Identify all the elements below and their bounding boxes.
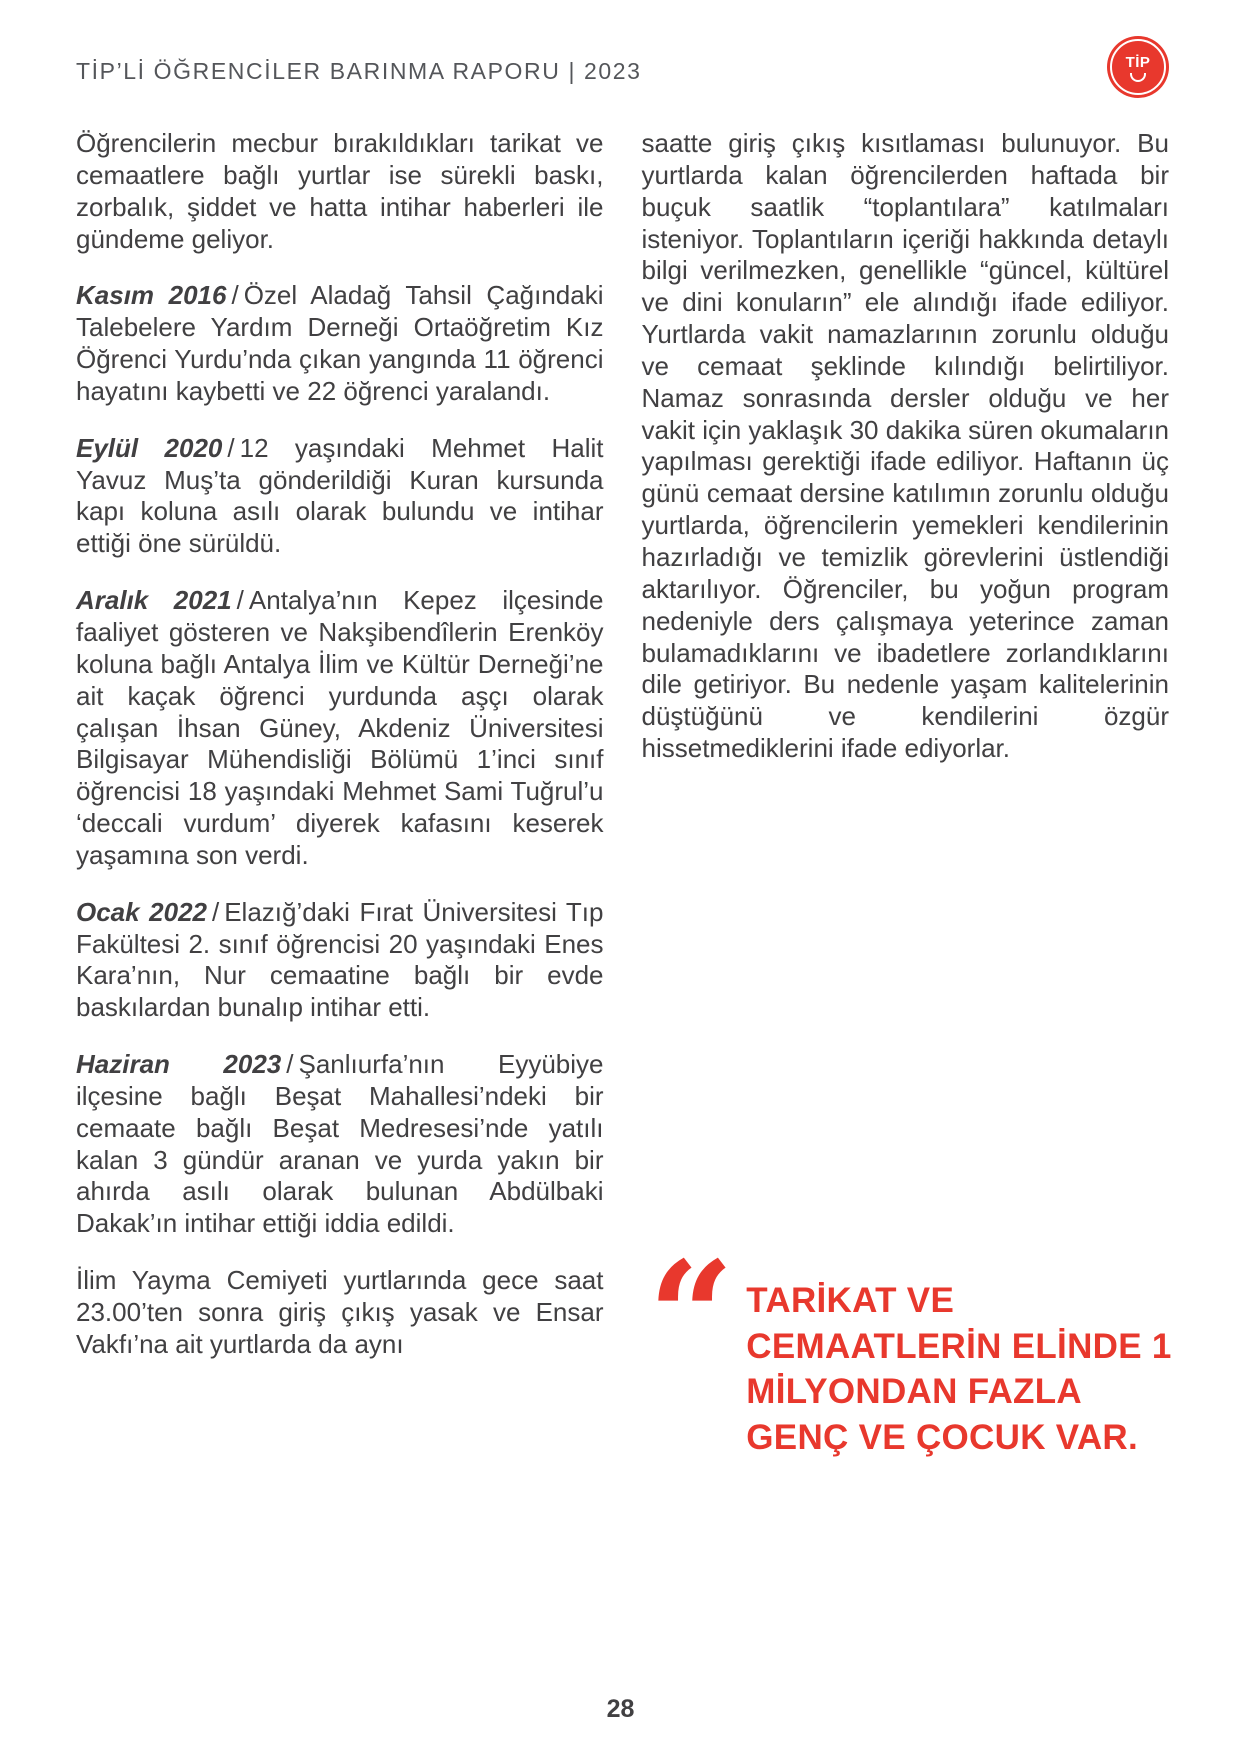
- entry-date: Haziran 2023: [76, 1049, 282, 1080]
- body-columns: [76, 128, 1169, 1405]
- entry-text: Şanlıurfa’nın Eyyübiye ilçesine bağlı Beşat Mahallesi’ndeki bir cemaate bağlı Beşat Medresesi’nde yatılı kalan 3 gündür aranan ve yurda yakın bir ahırda asılı olarak bulunan Abdülbaki Dakak’ın intihar ettiği iddia edildi.: [76, 1049, 604, 1239]
- timeline-entry-kasim-2016: [76, 280, 604, 407]
- intro-paragraph: Öğrencilerin mecbur bırakıldıkları tarikat ve cemaatlere bağlı yurtlar ise sürekli baskı, zorbalık, şiddet ve hatta intihar haberleri ile gündeme geliyor.: [76, 128, 604, 254]
- tip-logo-text: TİP: [1125, 53, 1151, 71]
- left-column: [76, 128, 604, 1386]
- timeline-entry-eylul-2020: [76, 433, 604, 560]
- pull-quote: [648, 1229, 1183, 1460]
- right-column-paragraph: saatte giriş çıkış kısıtlaması bulunuyor. Bu yurtlarda kalan öğrencilerden haftada bir buçuk saatlik “toplantılara” katılmaları isteniyor. Toplantıların içeriği hakkında detaylı bilgi verilmezken, genellikle “güncel, kültürel ve dini konuların” ele alındığı ifade ediliyor. Yurtlarda vakit namazlarının zorunlu olduğu ve cemaat şeklinde kılındığı belirtiliyor. Namaz sonrasında dersler olduğu ve her vakit için yaklaşık 30 dakika süren okumaların yapılması gerektiği ifade ediliyor. Haftanın üç günü cemaat dersine katılımın zorunlu olduğu yurtlarda, öğrencilerin yemekleri kendilerinin hazırladığı ve temizlik görevlerini üstlendiği aktarılıyor. Öğrenciler, bu yoğun program nedeniyle ders çalışmaya yeterince zaman bulamadıklarını ve ibadetlere zorlandıklarını dile getiriyor. Bu nedenle yaşam kalitelerinin düştüğünü ve kendilerini özgür hissetmediklerini ifade ediyorlar.: [641, 128, 1169, 764]
- page-header: [76, 36, 1169, 114]
- entry-text: 12 yaşındaki Mehmet Halit Yavuz Muş’ta gönderildiği Kuran kursunda kapı koluna asılı olarak bulundu ve intihar ettiği öne sürüldü.: [76, 432, 604, 559]
- entry-separator: /: [236, 585, 244, 616]
- entry-separator: /: [227, 432, 235, 463]
- entry-date: Aralık 2021: [76, 585, 232, 616]
- page-number: 28: [606, 1695, 635, 1723]
- entry-date: Kasım 2016: [76, 280, 227, 311]
- quote-mark-icon: “: [648, 1229, 735, 1405]
- entry-separator: /: [286, 1049, 294, 1080]
- closing-paragraph: İlim Yayma Cemiyeti yurtlarında gece saat 23.00’ten sonra giriş çıkış yasak ve Ensar Vakfı’na ait yurtlarda da aynı: [76, 1265, 604, 1359]
- entry-text: Özel Aladağ Tahsil Çağındaki Talebelere Yardım Derneği Ortaöğretim Kız Öğrenci Yurdu’nda çıkan yangında 11 öğrenci hayatını kaybetti ve 22 öğrenci yaralandı.: [76, 280, 604, 406]
- timeline-entry-ocak-2022: [76, 897, 604, 1024]
- entry-text: Antalya’nın Kepez ilçesinde faaliyet gösteren ve Nakşibendîlerin Erenköy koluna bağlı Antalya İlim ve Kültür Derneği’ne ait kaçak öğrenci yurdunda aşçı olarak çalışan İhsan Güney, Akdeniz Üniversitesi Bilgisayar Mühendisliği Bölümü 1’inci sınıf öğrencisi 18 yaşındaki Mehmet Sami Tuğrul’u ‘deccali vurdum’ diyerek kafasını keserek yaşamına son verdi.: [76, 585, 604, 870]
- pull-quote-text: TARİKAT VE CEMAATLERİN ELİNDE 1 MİLYONDAN FAZLA GENÇ VE ÇOCUK VAR.: [746, 1281, 1172, 1457]
- tip-logo-ring: [1110, 39, 1166, 95]
- entry-date: Ocak 2022: [76, 896, 207, 927]
- timeline-entry-aralik-2021: [76, 585, 604, 872]
- tip-logo: [1107, 36, 1169, 98]
- entry-text: Elazığ’daki Fırat Üniversitesi Tıp Fakültesi 2. sınıf öğrencisi 20 yaşındaki Enes Kara’nın, Nur cemaatine bağlı bir evde baskılardan bunalıp intihar etti.: [76, 896, 604, 1023]
- tip-logo-emblem-icon: [1130, 73, 1146, 82]
- entry-date: Eylül 2020: [76, 432, 223, 463]
- entry-separator: /: [211, 896, 220, 927]
- entry-separator: /: [231, 280, 239, 311]
- page-footer: [0, 1695, 1241, 1724]
- right-column: [641, 128, 1170, 1405]
- header-title: TİP’Lİ ÖĞRENCİLER BARINMA RAPORU | 2023: [76, 58, 642, 84]
- timeline-entry-haziran-2023: [76, 1049, 604, 1240]
